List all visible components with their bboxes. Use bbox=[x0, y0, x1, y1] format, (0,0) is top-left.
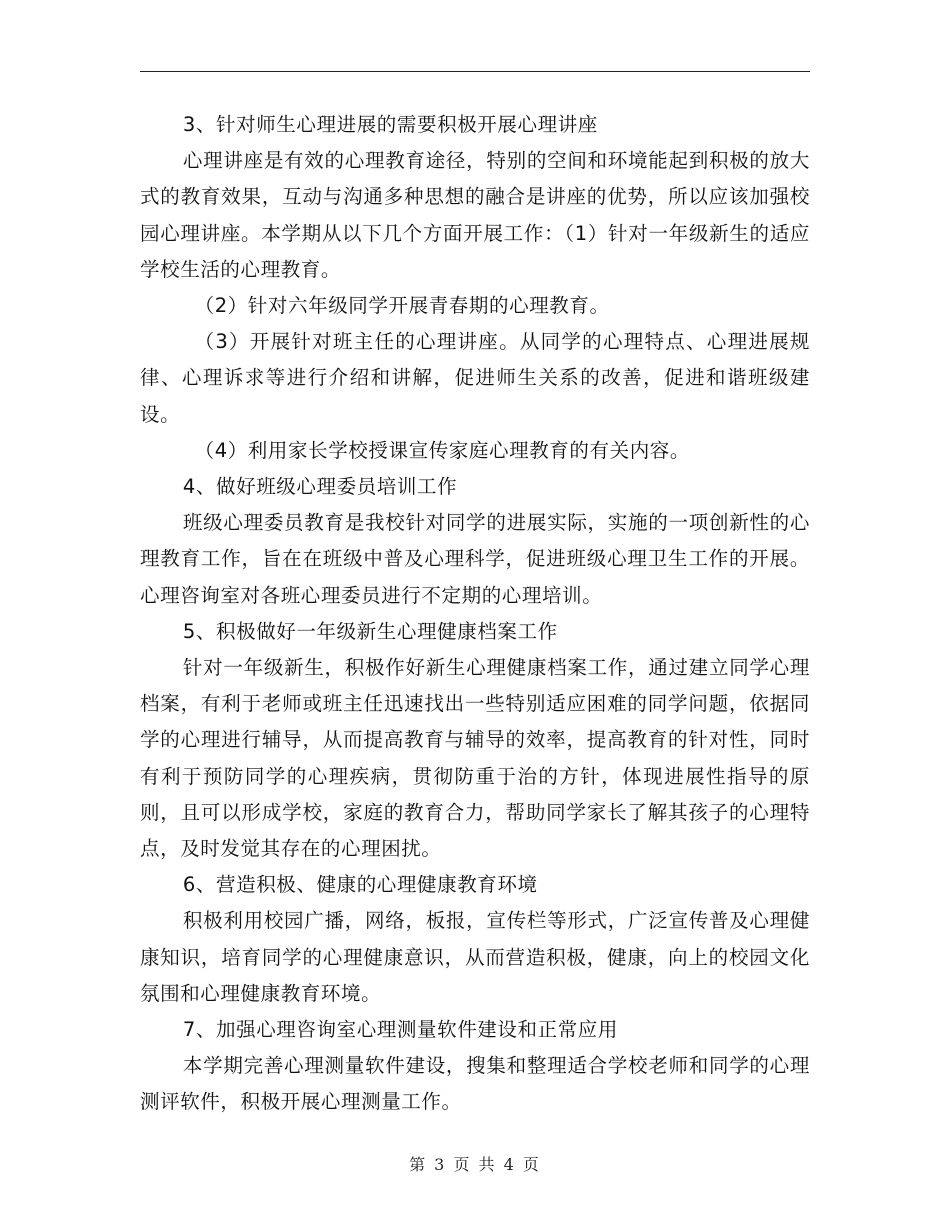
paragraph: 本学期完善心理测量软件建设，搜集和整理适合学校老师和同学的心理测评软件，积极开展心理测量工作。 bbox=[140, 1054, 810, 1114]
paragraph: 班级心理委员教育是我校针对同学的进展实际，实施的一项创新性的心理教育工作，旨在在班级中普及心理科学，促进班级心理卫生工作的开展。心理咨询室对各班心理委员进行不定期的心理培训。 bbox=[140, 511, 810, 607]
list-item: （4）利用家长学校授课宣传家庭心理教育的有关内容。 bbox=[194, 438, 691, 462]
paragraph: 针对一年级新生，积极作好新生心理健康档案工作，通过建立同学心理档案，有利于老师或班主任迅速找出一些特别适应困难的同学问题，依据同学的心理进行辅导，从而提高教育与辅导的效率，提高教育的针对性，同时有利于预防同学的心理疾病，贯彻防重于治的方针，体现进展性指导的原则，且可以形成学校，家庭的教育合力，帮助同学家长了解其孩子的心理特点，及时发觉其存在的心理困扰。 bbox=[140, 656, 810, 861]
header-rule bbox=[140, 71, 810, 72]
list-item: （3）开展针对班主任的心理讲座。从同学的心理特点、心理进展规律、心理诉求等进行介绍和讲解，促进师生关系的改善，促进和谐班级建设。 bbox=[140, 330, 810, 426]
document-body bbox=[140, 107, 810, 1121]
section-heading-4: 4、做好班级心理委员培训工作 bbox=[182, 475, 458, 499]
paragraph: 积极利用校园广播，网络，板报，宣传栏等形式，广泛宣传普及心理健康知识，培育同学的心理健康意识，从而营造积极，健康，向上的校园文化氛围和心理健康教育环境。 bbox=[140, 909, 810, 1005]
paragraph: 心理讲座是有效的心理教育途径，特别的空间和环境能起到积极的放大式的教育效果，互动与沟通多种思想的融合是讲座的优势，所以应该加强校园心理讲座。本学期从以下几个方面开展工作：（1）针对一年级新生的适应学校生活的心理教育。 bbox=[140, 149, 810, 281]
section-heading-6: 6、营造积极、健康的心理健康教育环境 bbox=[182, 873, 538, 897]
page-number-footer: 第 3 页 共 4 页 bbox=[409, 1155, 541, 1174]
section-heading-5: 5、积极做好一年级新生心理健康档案工作 bbox=[182, 619, 558, 643]
section-heading-7: 7、加强心理咨询室心理测量软件建设和正常应用 bbox=[182, 1018, 618, 1042]
list-item: （2）针对六年级同学开展青春期的心理教育。 bbox=[194, 294, 610, 318]
section-heading-3: 3、针对师生心理进展的需要积极开展心理讲座 bbox=[182, 113, 598, 136]
